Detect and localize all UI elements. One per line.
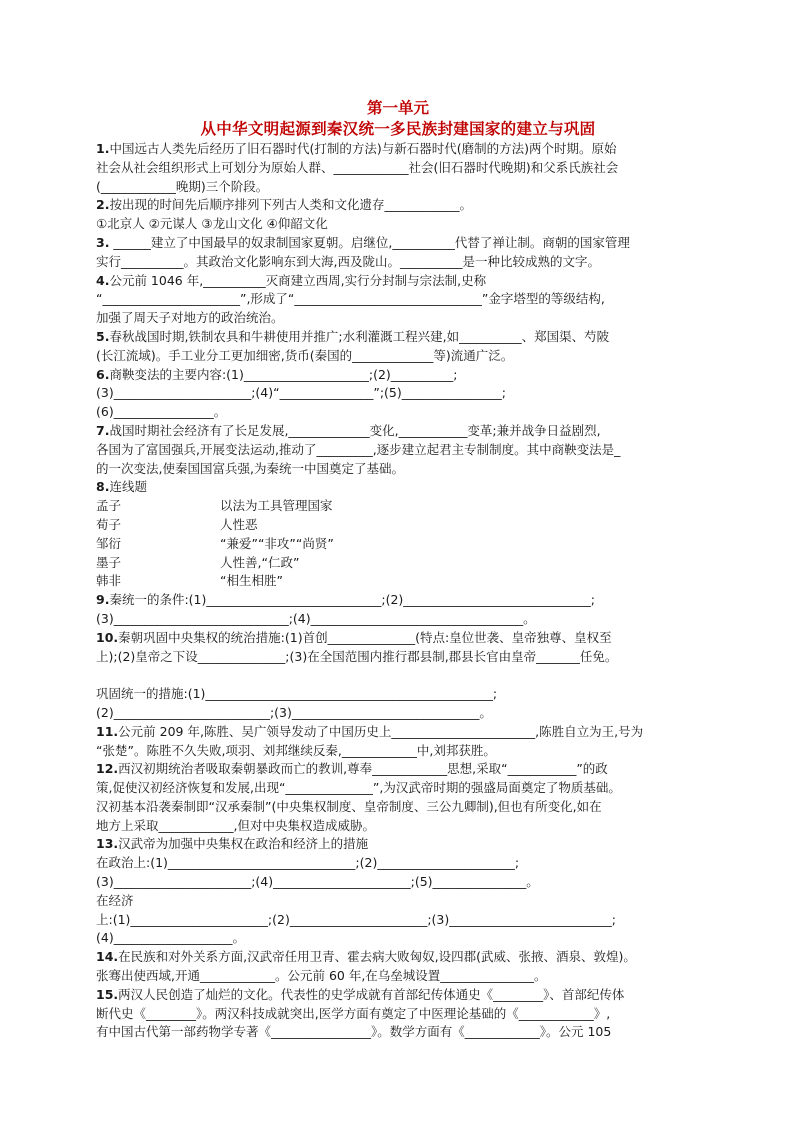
text-line — [96, 253, 700, 272]
question-number: 5. — [96, 328, 110, 344]
text-line — [96, 272, 700, 291]
line-text: 地方上采取____________,但对中央集权造成威胁。 — [96, 817, 375, 833]
question-number: 3. — [96, 234, 110, 250]
line-text: 张骞出使西域,开通____________。公元前 60 年,在乌垒城设置_______________。 — [96, 968, 547, 984]
matching-right-item[interactable]: 人性恶 — [220, 516, 258, 532]
text-line — [96, 591, 700, 610]
text-line — [96, 911, 700, 930]
line-text: 西汉初期统治者吸取秦朝暴政而亡的教训,尊奉____________思想,采取“___________”的政 — [118, 761, 608, 777]
matching-row — [96, 554, 700, 573]
line-text: 巩固统一的措施:(1)______________________________________________; — [96, 686, 498, 702]
line-text: 在经济 — [96, 892, 134, 908]
line-text: 断代史《________》。两汉科技成就突出,医学方面有奠定了中医理论基础的《____________》, — [96, 1005, 611, 1021]
matching-right-item[interactable]: “相生相胜” — [220, 573, 283, 589]
question-number: 14. — [96, 949, 119, 965]
document-body — [96, 98, 700, 1042]
text-line — [96, 234, 700, 253]
text-line — [96, 309, 700, 328]
matching-row — [96, 516, 700, 535]
line-text: 公元前 1046 年,__________灭商建立西周,实行分封制与宗法制,史称 — [109, 272, 487, 288]
line-text: (3)______________________;(4)______________________;(5)_______________。 — [96, 874, 539, 890]
text-line — [96, 347, 700, 366]
text-line — [96, 986, 700, 1005]
matching-right-item[interactable]: “兼爱”“非攻”“尚贤” — [220, 535, 334, 551]
text-line — [96, 742, 700, 761]
question-number: 2. — [96, 197, 110, 213]
line-text: (长江流域)。手工业分工更加细密,货币(秦国的_____________等)流通广泛。 — [96, 347, 514, 363]
line-text: 秦朝巩固中央集权的统治措施:(1)首创______________(特点:皇位世袭、皇帝独尊、皇权至 — [118, 629, 612, 645]
question-number: 11. — [96, 723, 119, 739]
text-line — [96, 723, 700, 742]
text-line — [96, 892, 700, 911]
line-text: 有中国古代第一部药物学专著《________________》。数学方面有《____________》。公元 105 — [96, 1024, 612, 1040]
text-line — [96, 1023, 700, 1042]
line-text: 实行__________。其政治文化影响东到大海,西及陇山。__________是一种比较成熟的文字。 — [96, 253, 600, 269]
matching-right-item[interactable]: 人性善,“仁政” — [220, 554, 300, 570]
matching-row — [96, 535, 700, 554]
line-text: 商鞅变法的主要内容:(1)____________________;(2)__________; — [109, 366, 458, 382]
line-text: “______________________”,形成了“______________________________”金字塔型的等级结构, — [96, 291, 605, 307]
matching-exercise — [96, 497, 700, 591]
line-text: “张楚”。陈胜不久失败,项羽、刘邦继续反秦,____________中,刘邦获胜。 — [96, 742, 496, 758]
text-line — [96, 441, 700, 460]
text-line — [96, 648, 700, 667]
question-number: 12. — [96, 761, 119, 777]
questions-1-8 — [96, 140, 700, 497]
matching-row — [96, 497, 700, 516]
line-text: 上);(2)皇帝之下设______________;(3)在全国范围内推行郡县制,郡县长官由皇帝_______任免。 — [96, 648, 618, 664]
line-text: 各国为了富国强兵,开展变法运动,推动了_________,逐步建立起君主专制制度。其中商鞅变法是_ — [96, 441, 621, 457]
question-number: 1. — [96, 141, 110, 156]
line-text: 社会从社会组织形式上可划分为原始人群、____________社会(旧石器时代晚期)和父系氏族社会 — [96, 159, 619, 175]
text-line — [96, 1005, 700, 1024]
line-text: (2)_________________________;(3)______________________________。 — [96, 704, 492, 720]
questions-9-10 — [96, 591, 700, 666]
question-number: 7. — [96, 422, 110, 438]
matching-left-item[interactable]: 荀子 — [96, 516, 122, 532]
text-line — [96, 779, 700, 798]
text-line — [96, 854, 700, 873]
matching-left-item[interactable]: 墨子 — [96, 554, 122, 570]
line-text: 在民族和对外关系方面,汉武帝任用卫青、霍去病大败匈奴,设四郡(武威、张掖、酒泉、敦煌)。 — [118, 949, 636, 965]
question-number: 6. — [96, 366, 110, 382]
line-text: 公元前 209 年,陈胜、吴广领导发动了中国历史上_______________________,陈胜自立为王,号为 — [118, 723, 644, 739]
question-number: 15. — [96, 986, 119, 1002]
text-line — [96, 929, 700, 948]
text-line — [96, 760, 700, 779]
question-number: 4. — [96, 272, 110, 288]
line-text: 中国远古人类先后经历了旧石器时代(打制的方法)与新石器时代(磨制的方法)两个时期。原始 — [109, 141, 617, 156]
questions-10-15 — [96, 685, 700, 1042]
line-text: ①北京人 ②元谋人 ③龙山文化 ④仰韶文化 — [96, 216, 328, 232]
line-text: (6)________________。 — [96, 404, 227, 420]
line-text: 按出现的时间先后顺序排列下列古人类和文化遗存____________。 — [109, 197, 472, 213]
text-line — [96, 384, 700, 403]
text-line — [96, 290, 700, 309]
line-text: ______建立了中国最早的奴隶制国家夏朝。启继位,__________代替了禅让制。商朝的国家管理 — [109, 234, 630, 250]
unit-subtitle: 从中华文明起源到秦汉统一多民族封建国家的建立与巩固 — [200, 119, 596, 138]
text-line — [96, 798, 700, 817]
matching-row — [96, 572, 700, 591]
line-text: 的一次变法,使秦国国富兵强,为秦统一中国奠定了基础。 — [96, 460, 404, 476]
line-text: 汉武帝为加强中央集权在政治和经济上的措施 — [118, 836, 369, 852]
line-text: 春秋战国时期,铁制农具和牛耕使用并推广;水利灌溉工程兴建,如__________、郑国渠、芍陂 — [109, 328, 610, 344]
unit-title: 第一单元 — [366, 98, 429, 117]
matching-left-item[interactable]: 邹衍 — [96, 535, 122, 551]
line-text: 策,促使汉初经济恢复和发展,出现“______________”,为汉武帝时期的强盛局面奠定了物质基础。 — [96, 780, 621, 796]
line-text: 秦统一的条件:(1)____________________________;(2)______________________________; — [109, 592, 596, 608]
text-line — [96, 140, 700, 159]
text-line — [96, 478, 700, 497]
text-line — [96, 215, 700, 234]
line-text: (____________晚期)三个阶段。 — [96, 178, 269, 194]
text-line — [96, 460, 700, 479]
line-text: (3)____________________________;(4)__________________________________。 — [96, 610, 536, 626]
text-line — [96, 159, 700, 178]
line-text: (4)___________________。 — [96, 930, 245, 946]
text-line — [96, 967, 700, 986]
line-text: 在政治上:(1)______________________________;(2)______________________; — [96, 855, 520, 871]
text-line — [96, 835, 700, 854]
line-text: (3)______________________;(4)“_______________”;(5)________________; — [96, 385, 506, 401]
text-line — [96, 873, 700, 892]
matching-left-item[interactable]: 孟子 — [96, 498, 122, 514]
text-line — [96, 685, 700, 704]
text-line — [96, 178, 700, 197]
question-number: 9. — [96, 592, 110, 608]
question-number: 8. — [96, 479, 110, 495]
text-line — [96, 948, 700, 967]
text-line — [96, 629, 700, 648]
text-line — [96, 366, 700, 385]
line-text: 汉初基本沿袭秦制即“汉承秦制”(中央集权制度、皇帝制度、三公九卿制),但也有所变化,如在 — [96, 798, 602, 814]
question-number: 13. — [96, 836, 119, 852]
line-text: 连线题 — [109, 479, 147, 495]
question-number: 10. — [96, 629, 119, 645]
matching-left-item[interactable]: 韩非 — [96, 573, 122, 589]
line-text: 加强了周天子对地方的政治统治。 — [96, 310, 284, 326]
text-line — [96, 817, 700, 836]
text-line — [96, 610, 700, 629]
text-line — [96, 328, 700, 347]
line-text: 上:(1)______________________;(2)______________________;(3)__________________________; — [96, 911, 616, 927]
text-line — [96, 704, 700, 723]
text-line — [96, 403, 700, 422]
line-text: 两汉人民创造了灿烂的文化。代表性的史学成就有首部纪传体通史《________》、首部纪传体 — [118, 986, 625, 1002]
text-line — [96, 422, 700, 441]
blank-gap — [96, 666, 700, 685]
text-line — [96, 196, 700, 215]
line-text: 战国时期社会经济有了长足发展,_____________变化,___________变革;兼并战争日益剧烈, — [109, 422, 601, 438]
matching-right-item[interactable]: 以法为工具管理国家 — [220, 498, 333, 514]
